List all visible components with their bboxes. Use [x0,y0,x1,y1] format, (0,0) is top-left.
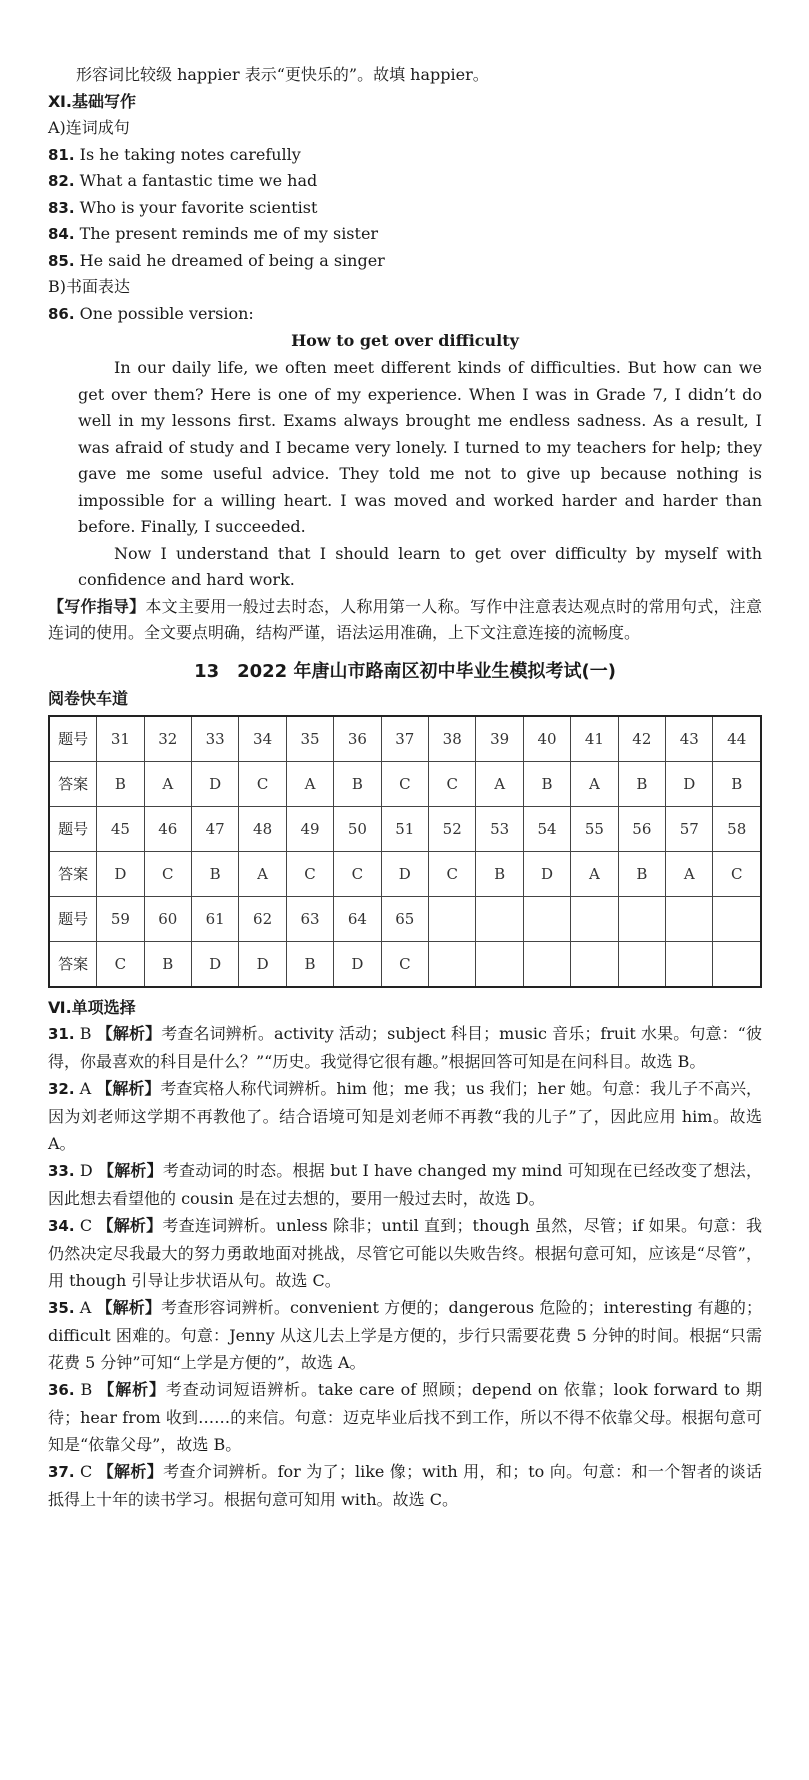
answer-cell: D [191,941,238,987]
answer-cell: B [334,761,381,806]
answer-cell: A [286,761,333,806]
question-cell: 53 [476,806,523,851]
sentence-84: 84. The present reminds me of my sister [48,224,379,243]
explanation-tag: 【解析】 [96,1078,161,1098]
answer-cell: B [523,761,570,806]
answer-cell: B [618,851,665,896]
explanation-tag: 【解析】 [97,1461,164,1481]
question-cell: 36 [334,716,381,762]
answer-cell [429,941,476,987]
question-cell: 48 [239,806,286,851]
question-cell [523,896,570,941]
question-cell: 65 [381,896,428,941]
explanation-text: 考查连词辨析。unless 除非；until 直到；though 虽然，尽管；if 如果。句意：我仍然决定尽我最大的努力勇敢地面对挑战，尽管它可能以失败告终。根据句意可知，应该是“尽管”，用 though 引导让步状语从句。故选 C。 [48,1215,762,1290]
answer-cell [523,941,570,987]
question-cell: 57 [666,806,713,851]
answer-cell: D [381,851,428,896]
essay-paragraph-2: Now I understand that I should learn to get over difficulty by myself with confidence and hard work. [78,543,762,589]
question-cell: 49 [286,806,333,851]
question-cell: 56 [618,806,665,851]
question-cell: 52 [429,806,476,851]
question-cell: 41 [571,716,618,762]
answer-cell [713,941,761,987]
question-cell [713,896,761,941]
explanation-item [48,1075,762,1157]
explanation-tag: 【解析】 [98,1379,166,1399]
answer-cell: C [713,851,761,896]
answer-cell [571,941,618,987]
answer-cell: C [334,851,381,896]
answer-cell: B [191,851,238,896]
question-cell [476,896,523,941]
explanation-text: 考查形容词辨析。convenient 方便的；dangerous 危险的；interesting 有趣的；difficult 困难的。句意：Jenny 从这儿去上学是方便的，步行只需要花费 5 分钟的时间。根据“只需花费 5 分钟”可知“上学是方便的”，故选 A。 [48,1297,762,1372]
explanation-answer: C [74,1461,98,1481]
answer-cell: D [191,761,238,806]
answer-table [48,715,762,988]
question-row [49,716,761,762]
exam-title: 13 2022 年唐山市路南区初中毕业生模拟考试(一) [194,660,616,682]
part-a-heading: A)连词成句 [48,118,130,137]
sentence-82: 82. What a fantastic time we had [48,171,318,190]
answer-cell: C [286,851,333,896]
question-cell: 60 [144,896,191,941]
answer-cell: A [239,851,286,896]
explanation-number: 31. [48,1024,75,1043]
question-cell: 33 [191,716,238,762]
question-cell: 43 [666,716,713,762]
answer-cell: D [523,851,570,896]
explanation-tag: 【解析】 [96,1297,162,1317]
explanation-number: 32. [48,1079,75,1098]
essay-body [48,355,762,594]
question-cell [571,896,618,941]
explanation-answer: D [74,1160,98,1180]
answer-row-label: 答案 [49,851,97,896]
question-cell: 63 [286,896,333,941]
essay-title: How to get over difficulty [291,331,519,350]
answer-cell: A [571,761,618,806]
answer-cell: A [666,851,713,896]
writing-guide [48,594,762,647]
explanation-text: 考查名词辨析。activity 活动；subject 科目；music 音乐；fruit 水果。句意：“彼得，你最喜欢的科目是什么？”“历史。我觉得它很有趣。”根据回答可知是在问科目。故选 B。 [48,1023,762,1071]
explanation-number: 35. [48,1298,75,1317]
explanation-list [48,1020,762,1513]
question-cell: 51 [381,806,428,851]
answer-cell: A [571,851,618,896]
explanation-item [48,1212,762,1294]
question-cell: 32 [144,716,191,762]
explanation-text: 考查宾格人称代词辨析。him 他；me 我；us 我们；her 她。句意：我儿子不高兴，因为刘老师这学期不再教他了。结合语境可知是刘老师不再教“我的儿子”了，因此应用 him。故选 A。 [48,1078,762,1153]
quick-review-heading: 阅卷快车道 [48,688,129,708]
question-row [49,806,761,851]
question-cell: 37 [381,716,428,762]
explanation-answer: C [74,1215,98,1235]
sentence-81: 81. Is he taking notes carefully [48,144,301,164]
answer-cell: B [97,761,144,806]
answer-cell: C [144,851,191,896]
question-row-label: 题号 [49,806,97,851]
explanation-number: 33. [48,1161,75,1180]
question-cell [429,896,476,941]
explanation-tag: 【解析】 [97,1215,163,1235]
explanation-number: 34. [48,1216,75,1235]
question-cell: 54 [523,806,570,851]
answer-cell: C [381,941,428,987]
sentence-83: 83. Who is your favorite scientist [48,197,318,217]
explanation-number: 37. [48,1462,75,1481]
question-cell: 34 [239,716,286,762]
explanation-answer: B [74,1379,99,1399]
answer-cell: C [429,761,476,806]
explanation-item [48,1458,762,1513]
question-cell: 58 [713,806,761,851]
explanation-item [48,1157,762,1212]
question-cell: 55 [571,806,618,851]
answer-cell: B [618,761,665,806]
explanation-tag: 【解析】 [98,1160,163,1180]
section-vi-heading: Ⅵ.单项选择 [48,997,136,1017]
answer-cell: D [239,941,286,987]
answer-cell: A [144,761,191,806]
answer-cell: D [666,761,713,806]
question-cell: 31 [97,716,144,762]
answer-cell: B [286,941,333,987]
sentence-85: 85. He said he dreamed of being a singer [48,250,385,270]
answer-cell: C [97,941,144,987]
explanation-text: 考查动词的时态。根据 but I have changed my mind 可知现在已经改变了想法，因此想去看望他的 cousin 是在过去想的，要用一般过去时，故选 D。 [48,1160,762,1208]
explanation-text: 考查介词辨析。for 为了；like 像；with 用，和；to 向。句意：和一个智者的谈话抵得上十年的读书学习。根据句意可知用 with。故选 C。 [48,1461,762,1509]
section-xi-heading: Ⅺ.基础写作 [48,91,137,111]
answer-row-label: 答案 [49,941,97,987]
answer-cell: D [97,851,144,896]
question-row-label: 题号 [49,896,97,941]
question-cell: 46 [144,806,191,851]
item-86: 86. One possible version: [48,303,254,323]
answer-row [49,761,761,806]
explanation-answer: B [74,1023,97,1043]
answer-row [49,941,761,987]
answer-cell: B [713,761,761,806]
answer-cell [476,941,523,987]
explanation-item [48,1294,762,1376]
question-cell: 50 [334,806,381,851]
writing-guide-text: 本文主要用一般过去时态，人称用第一人称。写作中注意表达观点时的常用句式，注意连词的使用。全文要点明确，结构严谨，语法运用准确，上下文注意连接的流畅度。 [48,596,762,642]
explanation-item [48,1376,762,1458]
question-cell: 47 [191,806,238,851]
answer-cell: C [239,761,286,806]
question-cell: 42 [618,716,665,762]
answer-cell [666,941,713,987]
question-row [49,896,761,941]
question-row-label: 题号 [49,716,97,762]
question-cell: 38 [429,716,476,762]
answer-cell: A [476,761,523,806]
question-cell: 44 [713,716,761,762]
writing-guide-tag: 【写作指导】 [48,596,146,616]
answer-row-label: 答案 [49,761,97,806]
part-b-heading: B)书面表达 [48,277,131,296]
question-cell: 62 [239,896,286,941]
answer-cell: D [334,941,381,987]
essay-paragraph-1: In our daily life, we often meet different kinds of difficulties. But how can we get over them? Here is one of my experience. When I was in Grade 7, I didn’t do well in my lessons first. Exams always brought me endless sadness. As a result, I was afraid of study and I became very lonely. I turned to my teachers for help; they gave me some useful advice. They told me not to give up because nothing is impossible for a willing heart. I was moved and worked harder and harder than before. Finally, I succeeded. [78,358,762,536]
question-cell: 61 [191,896,238,941]
answer-row [49,851,761,896]
question-cell: 59 [97,896,144,941]
answer-cell: C [381,761,428,806]
document-page [48,62,762,1513]
question-cell: 64 [334,896,381,941]
explanation-answer: A [74,1297,97,1317]
question-cell: 35 [286,716,333,762]
answer-cell [618,941,665,987]
answer-cell: B [144,941,191,987]
answer-cell: B [476,851,523,896]
answer-cell: C [429,851,476,896]
explanation-item [48,1020,762,1075]
question-cell [618,896,665,941]
explanation-number: 36. [48,1380,75,1399]
explanation-text: 考查动词短语辨析。take care of 照顾；depend on 依靠；look forward to 期待；hear from 收到……的来信。句意：迈克毕业后找不到工作，所以不得不依靠父母。根据句意可知是“依靠父母”，故选 B。 [48,1379,762,1454]
explanation-tag: 【解析】 [96,1023,162,1043]
sentence-list [48,142,762,275]
question-cell: 40 [523,716,570,762]
question-cell: 39 [476,716,523,762]
explanation-answer: A [74,1078,97,1098]
top-line: 形容词比较级 happier 表示“更快乐的”。故填 happier。 [76,65,489,84]
question-cell [666,896,713,941]
question-cell: 45 [97,806,144,851]
